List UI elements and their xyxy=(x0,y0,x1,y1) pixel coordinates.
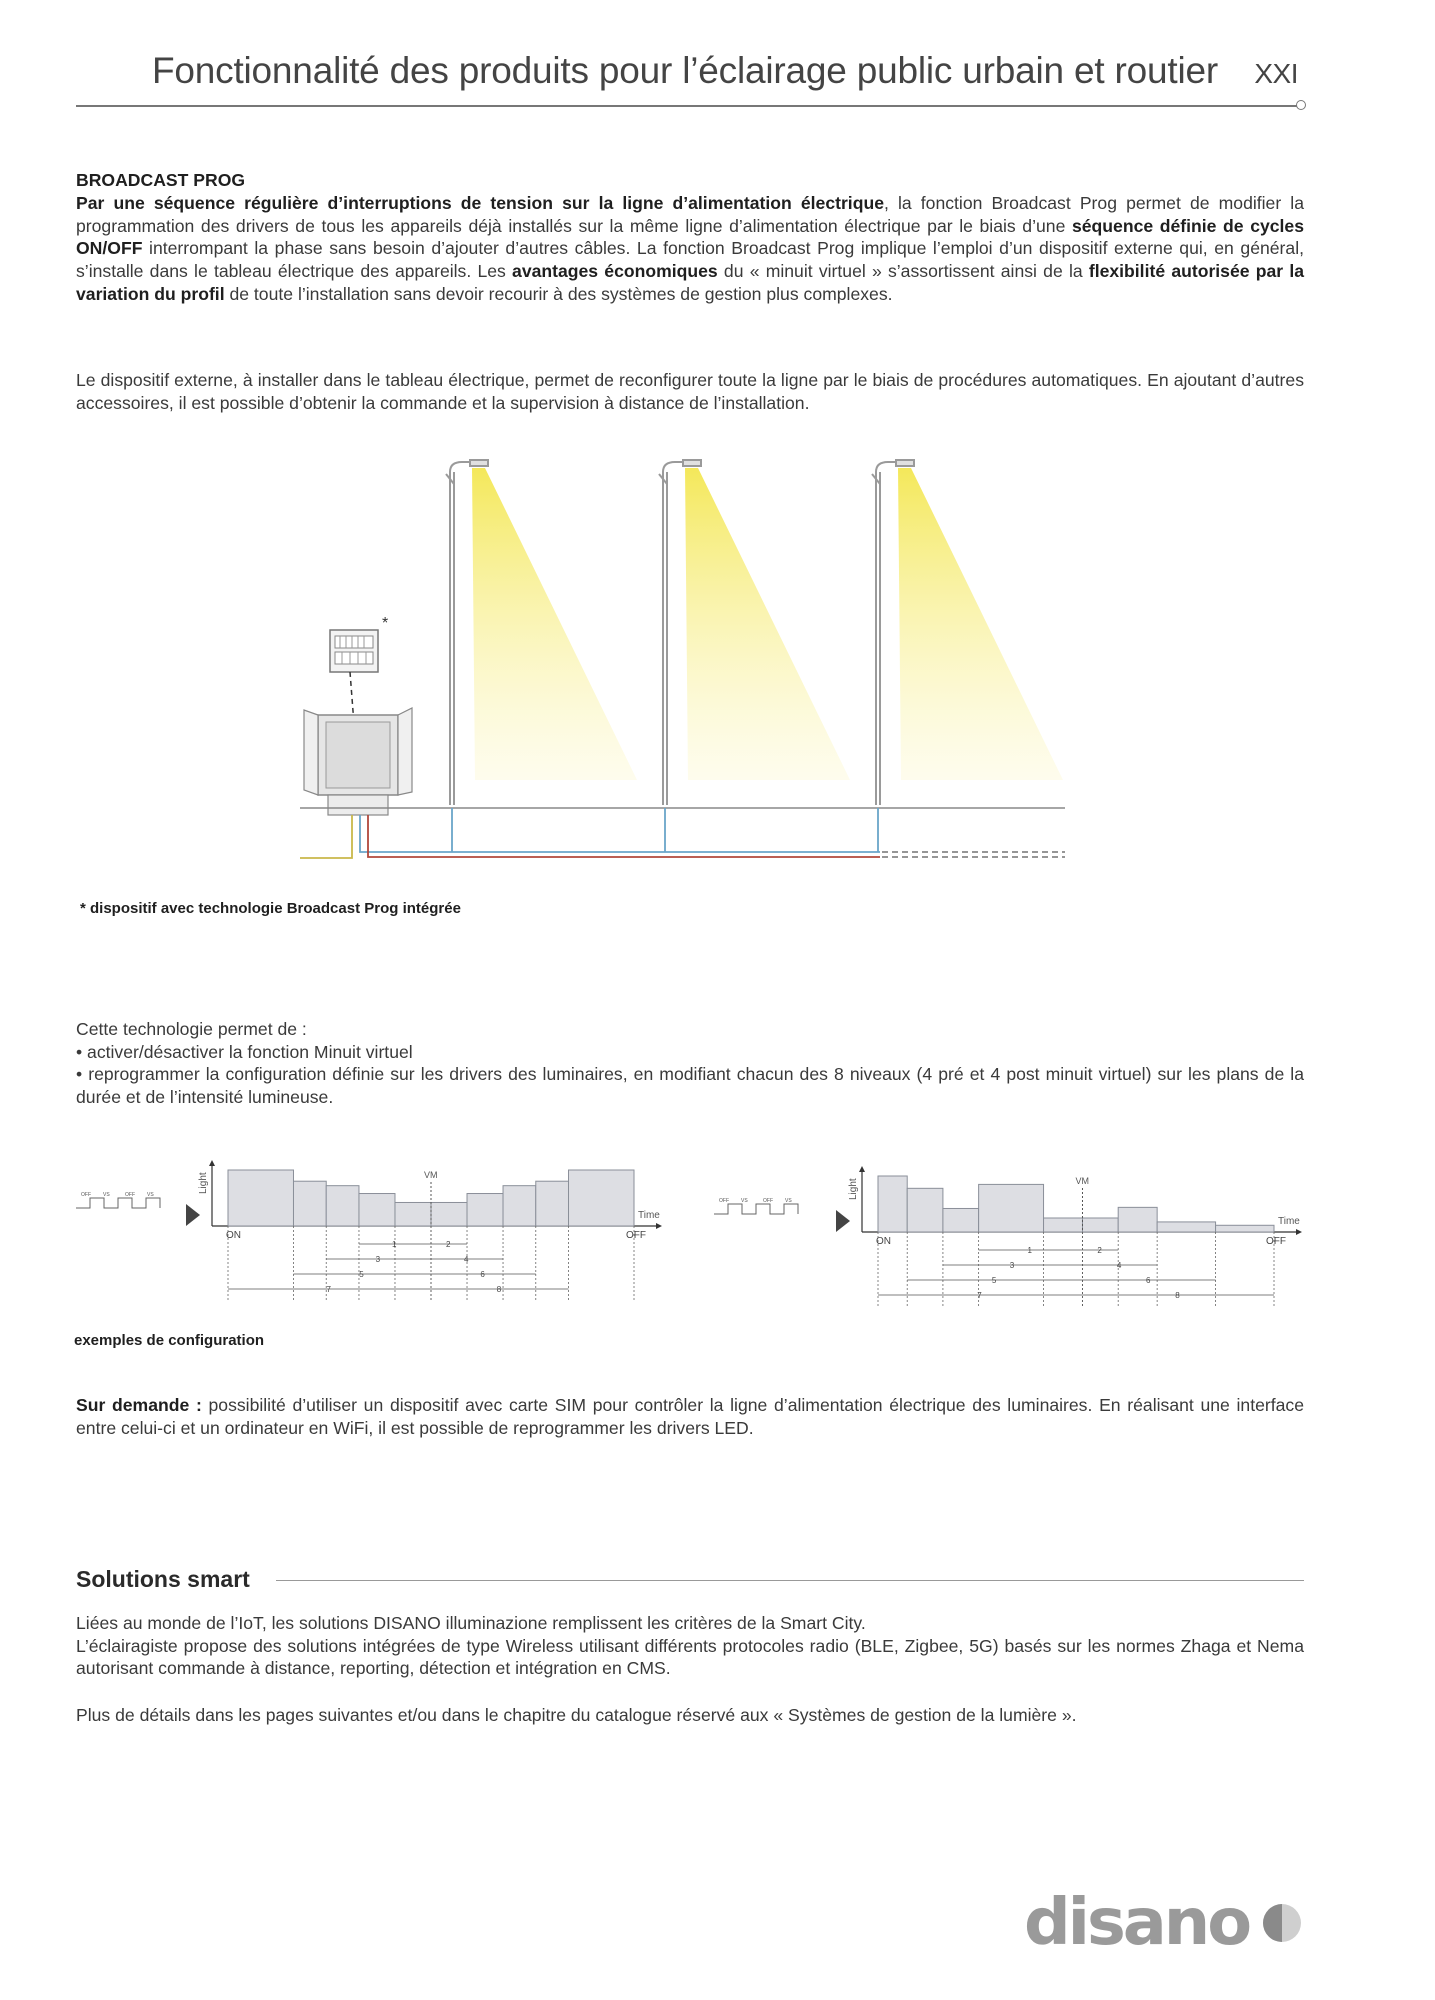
chart-step-bar xyxy=(1157,1222,1215,1232)
config-caption: exemples de configuration xyxy=(74,1332,265,1349)
body-text: de toute l’installation sans devoir recourir à des systèmes de gestion plus complexes. xyxy=(224,283,893,304)
chart-step-bar xyxy=(1118,1207,1157,1232)
emphasis-text: séquence définie de cycles ON/OFF xyxy=(76,215,1305,259)
on-label: ON xyxy=(876,1236,891,1247)
chart-step-bar xyxy=(878,1176,907,1232)
chart-step-bar xyxy=(326,1186,359,1226)
vm-label: VM xyxy=(1075,1176,1089,1186)
sequence-label: VS xyxy=(741,1198,748,1204)
arrow-icon xyxy=(836,1210,850,1232)
smart-paragraph xyxy=(76,1612,1304,1680)
section-heading-smart: Solutions smart xyxy=(76,1566,250,1592)
sequence-label: VS xyxy=(147,1192,154,1198)
street-lighting-diagram xyxy=(290,450,1080,870)
emphasis-text: flexibilité autorisée par la variation du profil xyxy=(76,261,1305,304)
off-label: OFF xyxy=(1266,1236,1286,1247)
page-title: Fonctionnalité des produits pour l’éclairage public urbain et routier xyxy=(152,50,1218,91)
chart-step-bar xyxy=(293,1181,326,1226)
sequence-signal xyxy=(714,1204,798,1214)
configuration-chart-2 xyxy=(714,1166,1304,1316)
interval-label: 1 xyxy=(391,1240,397,1249)
smart-divider xyxy=(276,1580,1304,1581)
chart-step-bar xyxy=(431,1202,467,1226)
arrow-icon xyxy=(186,1204,200,1226)
chart-step-bar xyxy=(503,1186,536,1226)
sequence-label: OFF xyxy=(719,1198,729,1204)
chart-step-bar xyxy=(536,1181,569,1226)
chart-step-bar xyxy=(569,1170,634,1226)
sequence-label: OFF xyxy=(125,1192,135,1198)
sequence-signal xyxy=(76,1198,160,1208)
interval-label: 2 xyxy=(446,1240,451,1249)
x-axis-arrow-icon xyxy=(1296,1229,1302,1235)
x-axis-label: Time xyxy=(638,1210,660,1221)
interval-label: 4 xyxy=(464,1255,469,1264)
light-beam xyxy=(685,468,850,780)
sequence-label: OFF xyxy=(81,1192,91,1198)
interval-label: 5 xyxy=(991,1276,997,1285)
disano-logo xyxy=(1024,1888,1306,1960)
y-axis-label: Light xyxy=(198,1172,209,1194)
vm-label: VM xyxy=(424,1170,438,1180)
page-number: XXI xyxy=(1254,58,1298,89)
broadcast-intro-paragraph xyxy=(76,192,1304,306)
electrical-cabinet xyxy=(304,708,412,815)
interval-label: 6 xyxy=(480,1270,485,1279)
header-divider-end-dot xyxy=(1296,100,1306,110)
configuration-chart-1 xyxy=(76,1160,666,1310)
header-divider xyxy=(76,105,1300,107)
technology-list xyxy=(76,1018,1304,1109)
on-label: ON xyxy=(226,1230,241,1241)
interval-label: 8 xyxy=(496,1285,502,1294)
interval-label: 1 xyxy=(1027,1246,1033,1255)
on-demand-label: Sur demande : xyxy=(76,1395,202,1415)
interval-label: 5 xyxy=(359,1270,364,1279)
chart-step-bar xyxy=(395,1202,431,1226)
smart-line-1: Liées au monde de l’IoT, les solutions DISANO illuminazione remplissent les critères de la Smart City. xyxy=(76,1613,866,1633)
body-text: du « minuit virtuel » s’assortissent ainsi de la xyxy=(717,261,1089,282)
x-axis-label: Time xyxy=(1278,1216,1300,1227)
on-demand-paragraph xyxy=(76,1394,1304,1439)
broadcast-prog-device xyxy=(330,630,378,672)
logo-wordmark: disano xyxy=(1024,1888,1251,1960)
y-axis-label: Light xyxy=(848,1178,859,1200)
diagram-asterisk: * xyxy=(382,615,389,632)
x-axis-arrow-icon xyxy=(656,1223,662,1229)
interval-label: 3 xyxy=(375,1255,381,1264)
y-axis-arrow-icon xyxy=(859,1166,865,1172)
interval-label: 2 xyxy=(1097,1246,1102,1255)
technology-intro: Cette technologie permet de : xyxy=(76,1019,307,1039)
chart-step-bar xyxy=(1082,1218,1118,1232)
chart-step-bar xyxy=(1044,1218,1083,1232)
technology-item: • reprogrammer la configuration définie sur les drivers des luminaires, en modifiant chacun des 8 niveaux (4 pré et 4 post minuit virtuel) sur les plans de la durée et de l’intensité lumineuse. xyxy=(76,1064,1304,1108)
broadcast-device-paragraph: Le dispositif externe, à installer dans le tableau électrique, permet de reconfigurer toute la ligne par le biais de procédures automatiques. En ajoutant d’autres accessoires, il est possible d’obtenir la commande et la supervision à distance de l’installation. xyxy=(76,370,1304,413)
interval-label: 8 xyxy=(1175,1291,1180,1300)
diagram-caption: * dispositif avec technologie Broadcast Prog intégrée xyxy=(80,900,461,917)
light-beam xyxy=(472,468,637,780)
emphasis-text: avantages économiques xyxy=(512,261,718,282)
interval-label: 6 xyxy=(1146,1276,1151,1285)
interval-label: 3 xyxy=(1009,1261,1015,1270)
chart-step-bar xyxy=(467,1194,503,1226)
chart-step-bar xyxy=(1216,1225,1274,1232)
chart-step-bar xyxy=(979,1184,1044,1232)
body-text: interrompant la phase sans besoin d’ajouter d’autres câbles. La fonction Broadcast Prog implique l’emploi d’un dispositif externe qui, en général, s’installe dans le tableau électrique des appareils. Les xyxy=(76,238,1304,282)
emphasis-text: Par une séquence régulière d’interruptions de tension sur la ligne d’alimentation électrique xyxy=(76,193,884,213)
sequence-label: VS xyxy=(103,1192,110,1198)
chart-step-bar xyxy=(359,1194,395,1226)
smart-more-details: Plus de détails dans les pages suivantes et/ou dans le chapitre du catalogue réservé aux « Systèmes de gestion de la lumière ». xyxy=(76,1705,1077,1725)
chart-step-bar xyxy=(943,1208,979,1232)
off-label: OFF xyxy=(626,1230,646,1241)
section-heading-broadcast: BROADCAST PROG xyxy=(76,170,246,190)
y-axis-arrow-icon xyxy=(209,1160,215,1166)
power-supply-cables xyxy=(300,808,1065,858)
light-beam xyxy=(898,468,1063,780)
interval-label: 7 xyxy=(326,1285,331,1294)
chart-step-bar xyxy=(907,1188,943,1232)
interval-label: 7 xyxy=(977,1291,982,1300)
sequence-label: OFF xyxy=(763,1198,773,1204)
smart-line-2: L’éclairagiste propose des solutions intégrées de type Wireless utilisant différents protocoles radio (BLE, Zigbee, 5G) basés sur les normes Zhaga et Nema autorisant commande à distance, reporting, détection et intégration en CMS. xyxy=(76,1635,1304,1679)
on-demand-text: possibilité d’utiliser un dispositif avec carte SIM pour contrôler la ligne d’alimentation électrique des luminaires. En réalisant une interface entre celui-ci et un ordinateur en WiFi, il est possible de reprogrammer les drivers LED. xyxy=(76,1395,1304,1438)
sequence-label: VS xyxy=(785,1198,792,1204)
body-text: , la fonction Broadcast Prog permet de modifier la programmation des drivers de tous les appareils déjà installés sur la même ligne d’alimentation électrique par le biais d’une xyxy=(76,193,1305,236)
page-header xyxy=(76,50,1306,110)
technology-item: • activer/désactiver la fonction Minuit virtuel xyxy=(76,1041,413,1062)
chart-step-bar xyxy=(228,1170,293,1226)
interval-label: 4 xyxy=(1116,1261,1122,1270)
